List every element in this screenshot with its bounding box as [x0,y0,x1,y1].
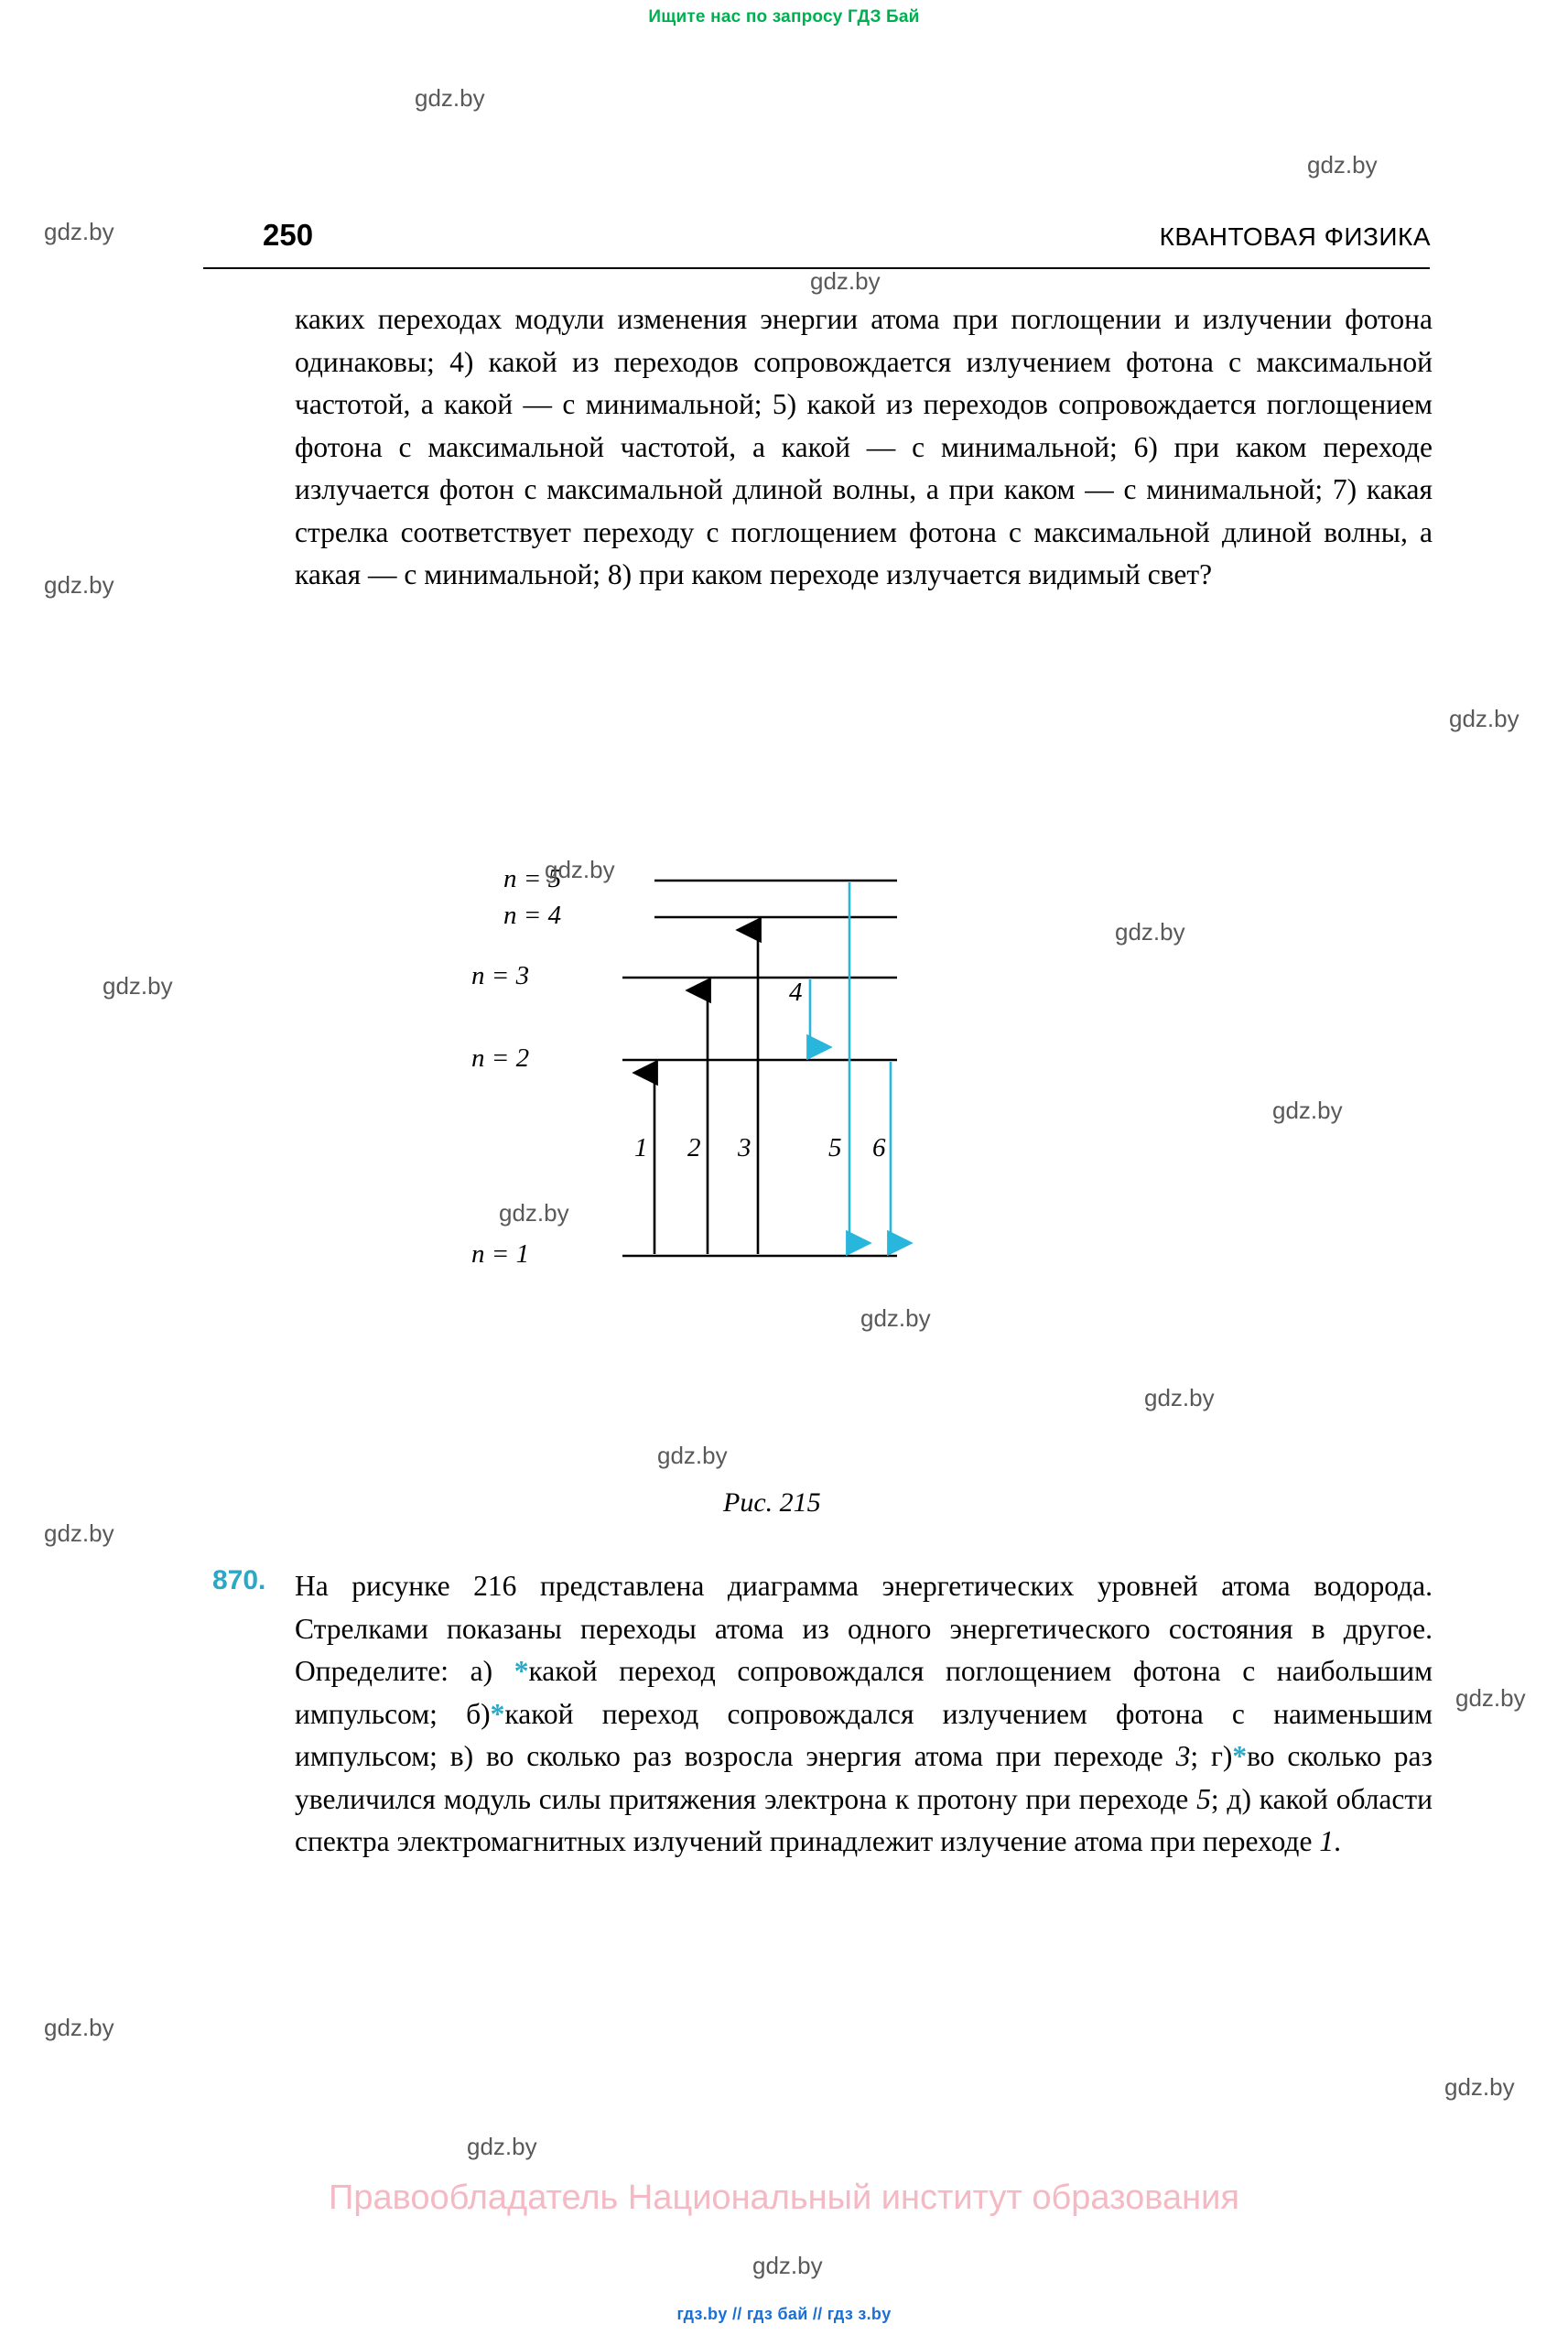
watermark-4: gdz.by [44,571,114,599]
figure-caption: Рис. 215 [723,1487,821,1518]
watermark-12: gdz.by [1144,1384,1215,1411]
watermark-6: gdz.by [103,972,173,1000]
watermark-9: gdz.by [1272,1097,1343,1124]
transition-label-1: 1 [634,1133,648,1162]
watermark-7: gdz.by [545,856,615,883]
level-label-n4: n = 4 [503,901,562,930]
transition-label-2: 2 [687,1133,701,1162]
watermark-16: gdz.by [44,2014,114,2041]
watermark-19: gdz.by [752,2252,823,2279]
transition-label-5: 5 [828,1133,842,1162]
figure-215 [471,860,1153,1446]
level-label-n5: n = 5 [503,864,562,893]
watermark-5: gdz.by [1449,705,1519,732]
watermark-0: gdz.by [415,84,485,112]
top-promo-banner: Ищите нас по запросу ГДЗ Бай [648,7,920,27]
watermark-13: gdz.by [657,1442,728,1469]
transition-label-3: 3 [738,1133,752,1162]
exercise-number-870: 870. [212,1565,266,1595]
watermark-3: gdz.by [810,267,881,295]
level-label-n3: n = 3 [471,961,530,990]
watermark-18: gdz.by [467,2133,537,2160]
watermark-1: gdz.by [1307,151,1378,178]
watermark-14: gdz.by [44,1519,114,1547]
level-label-n2: n = 2 [471,1043,530,1073]
page-number: 250 [263,218,314,252]
watermark-17: gdz.by [1444,2073,1515,2101]
copyright-notice: Правообладатель Национальный институт образования [329,2178,1239,2217]
paragraph-869: каких переходах модули изменения энергии атома при поглощении и излучении фотона одинаковы; 4) какой из переходов сопровождается излучением фотона с максимальной частотой, а какой — с минимальной; 5) какой из переходов сопровождается поглощением фотона с максимальной частотой, а какой — с минимальной; 6) при каком переходе излучается фотон с максимальной длиной волны, а при каком — с минимальной; 7) какая стрелка соответствует переходу с поглощением фотона с максимальной длиной волны, а какая — с минимальной; 8) при каком переходе излучается видимый свет? [295,303,1433,590]
level-label-n1: n = 1 [471,1239,530,1269]
watermark-11: gdz.by [860,1304,931,1332]
transition-label-6: 6 [872,1133,886,1162]
chapter-title: КВАНТОВАЯ ФИЗИКА [1159,222,1431,251]
watermark-8: gdz.by [1115,918,1185,946]
bottom-promo-banner: гдз.by // гдз бай // гдз з.by [676,2305,892,2323]
transition-label-4: 4 [789,978,803,1007]
watermark-10: gdz.by [499,1199,569,1227]
watermark-2: gdz.by [44,218,114,245]
watermark-15: gdz.by [1455,1684,1526,1712]
energy-level-diagram-svg [513,860,1153,1336]
paragraph-870: На рисунке 216 представлена диаграмма энергетических уровней атома водорода. Стрелками показаны переходы атома из одного энергетического состояния в другое. Определите: а) *какой переход сопровождался поглощением фотона с наибольшим импульсом; б)*какой переход сопровождался излучением фотона с наименьшим импульсом; в) во сколько раз возросла энергия атома при переходе 3; г)*во сколько раз увеличился модуль силы притяжения электрона к протону при переходе 5; д) какой области спектра электромагнитных излучений принадлежит излучение атома при переходе 1. [295,1570,1433,1857]
